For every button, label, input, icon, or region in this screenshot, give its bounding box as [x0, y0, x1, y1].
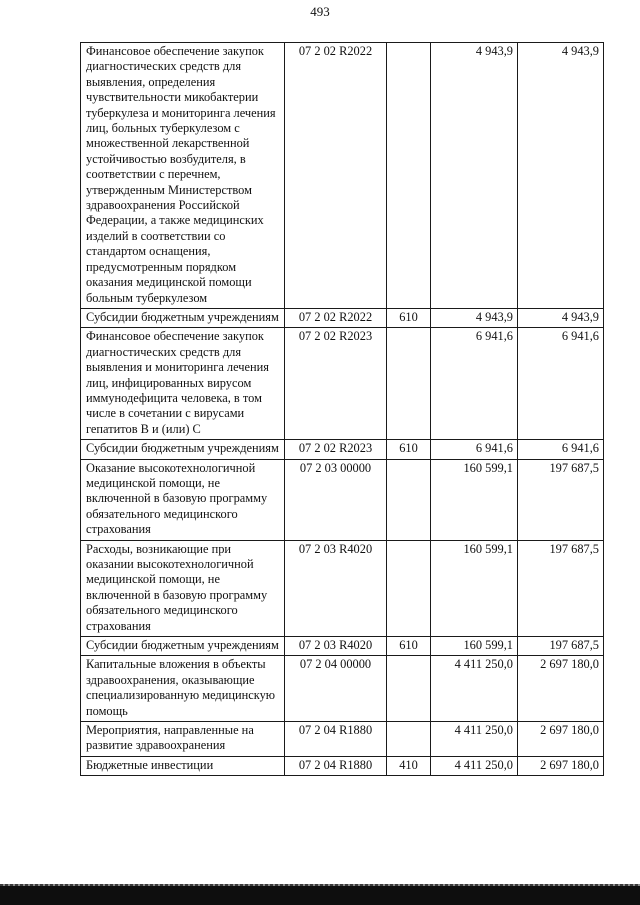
row-expense-type: 610: [387, 308, 431, 327]
row-value-2: 2 697 180,0: [518, 722, 604, 757]
row-value-1: 160 599,1: [431, 637, 518, 656]
table-row: [81, 637, 604, 656]
row-name: Оказание высокотехнологичной медицинской помощи, не включенной в базовую программу обязательного медицинского страхования: [81, 459, 285, 540]
row-name: Субсидии бюджетным учреждениям: [81, 440, 285, 459]
row-name: Финансовое обеспечение закупок диагностических средств для выявления и мониторинга лечения лиц, инфицированных вирусом иммунодефицита человека, в том числе в сочетании с вирусами гепатитов В и (или) С: [81, 328, 285, 440]
row-code: 07 2 04 00000: [285, 656, 387, 722]
row-name: Субсидии бюджетным учреждениям: [81, 308, 285, 327]
row-expense-type: 410: [387, 756, 431, 775]
row-name: Мероприятия, направленные на развитие здравоохранения: [81, 722, 285, 757]
row-value-1: 160 599,1: [431, 459, 518, 540]
row-name: Бюджетные инвестиции: [81, 756, 285, 775]
row-value-2: 4 943,9: [518, 43, 604, 309]
row-expense-type: [387, 459, 431, 540]
row-code: 07 2 03 R4020: [285, 637, 387, 656]
row-value-2: 197 687,5: [518, 637, 604, 656]
row-value-2: 6 941,6: [518, 440, 604, 459]
row-value-2: 197 687,5: [518, 459, 604, 540]
row-expense-type: 610: [387, 440, 431, 459]
row-value-2: 4 943,9: [518, 308, 604, 327]
row-name: Капитальные вложения в объекты здравоохранения, оказывающие специализированную медицинскую помощь: [81, 656, 285, 722]
row-value-1: 6 941,6: [431, 440, 518, 459]
row-value-2: 2 697 180,0: [518, 656, 604, 722]
row-value-1: 4 943,9: [431, 308, 518, 327]
table-row: [81, 722, 604, 757]
row-code: 07 2 04 R1880: [285, 722, 387, 757]
row-value-1: 4 411 250,0: [431, 656, 518, 722]
row-expense-type: [387, 43, 431, 309]
row-expense-type: [387, 540, 431, 636]
row-value-1: 160 599,1: [431, 540, 518, 636]
row-name: Субсидии бюджетным учреждениям: [81, 637, 285, 656]
table-row: [81, 756, 604, 775]
row-value-1: 6 941,6: [431, 328, 518, 440]
row-value-1: 4 943,9: [431, 43, 518, 309]
row-expense-type: [387, 722, 431, 757]
table-row: [81, 328, 604, 440]
row-name: Расходы, возникающие при оказании высокотехнологичной медицинской помощи, не включенной в базовую программу обязательного медицинского страхования: [81, 540, 285, 636]
scan-bottom-border: [0, 886, 640, 905]
table-row: [81, 308, 604, 327]
row-expense-type: [387, 656, 431, 722]
row-code: 07 2 03 00000: [285, 459, 387, 540]
budget-table: [80, 42, 604, 776]
row-code: 07 2 02 R2022: [285, 43, 387, 309]
table-row: [81, 440, 604, 459]
row-expense-type: 610: [387, 637, 431, 656]
page-number: 493: [310, 4, 330, 19]
row-code: 07 2 03 R4020: [285, 540, 387, 636]
row-value-2: 6 941,6: [518, 328, 604, 440]
row-code: 07 2 04 R1880: [285, 756, 387, 775]
row-value-2: 2 697 180,0: [518, 756, 604, 775]
table-row: [81, 540, 604, 636]
row-expense-type: [387, 328, 431, 440]
row-code: 07 2 02 R2022: [285, 308, 387, 327]
row-code: 07 2 02 R2023: [285, 440, 387, 459]
row-name: Финансовое обеспечение закупок диагностических средств для выявления, определения чувствительности микобактерии туберкулеза и мониторинга лечения лиц, больных туберкулезом с множественной лекарственной устойчивостью возбудителя, в соответствии с перечнем, утвержденным Министерством здравоохранения Российской Федерации, а также медицинских изделий в соответствии со стандартом оснащения, предусмотренным порядком оказания медицинской помощи больным туберкулезом: [81, 43, 285, 309]
table-row: [81, 656, 604, 722]
row-code: 07 2 02 R2023: [285, 328, 387, 440]
row-value-1: 4 411 250,0: [431, 722, 518, 757]
table-row: [81, 43, 604, 309]
table-row: [81, 459, 604, 540]
row-value-1: 4 411 250,0: [431, 756, 518, 775]
row-value-2: 197 687,5: [518, 540, 604, 636]
